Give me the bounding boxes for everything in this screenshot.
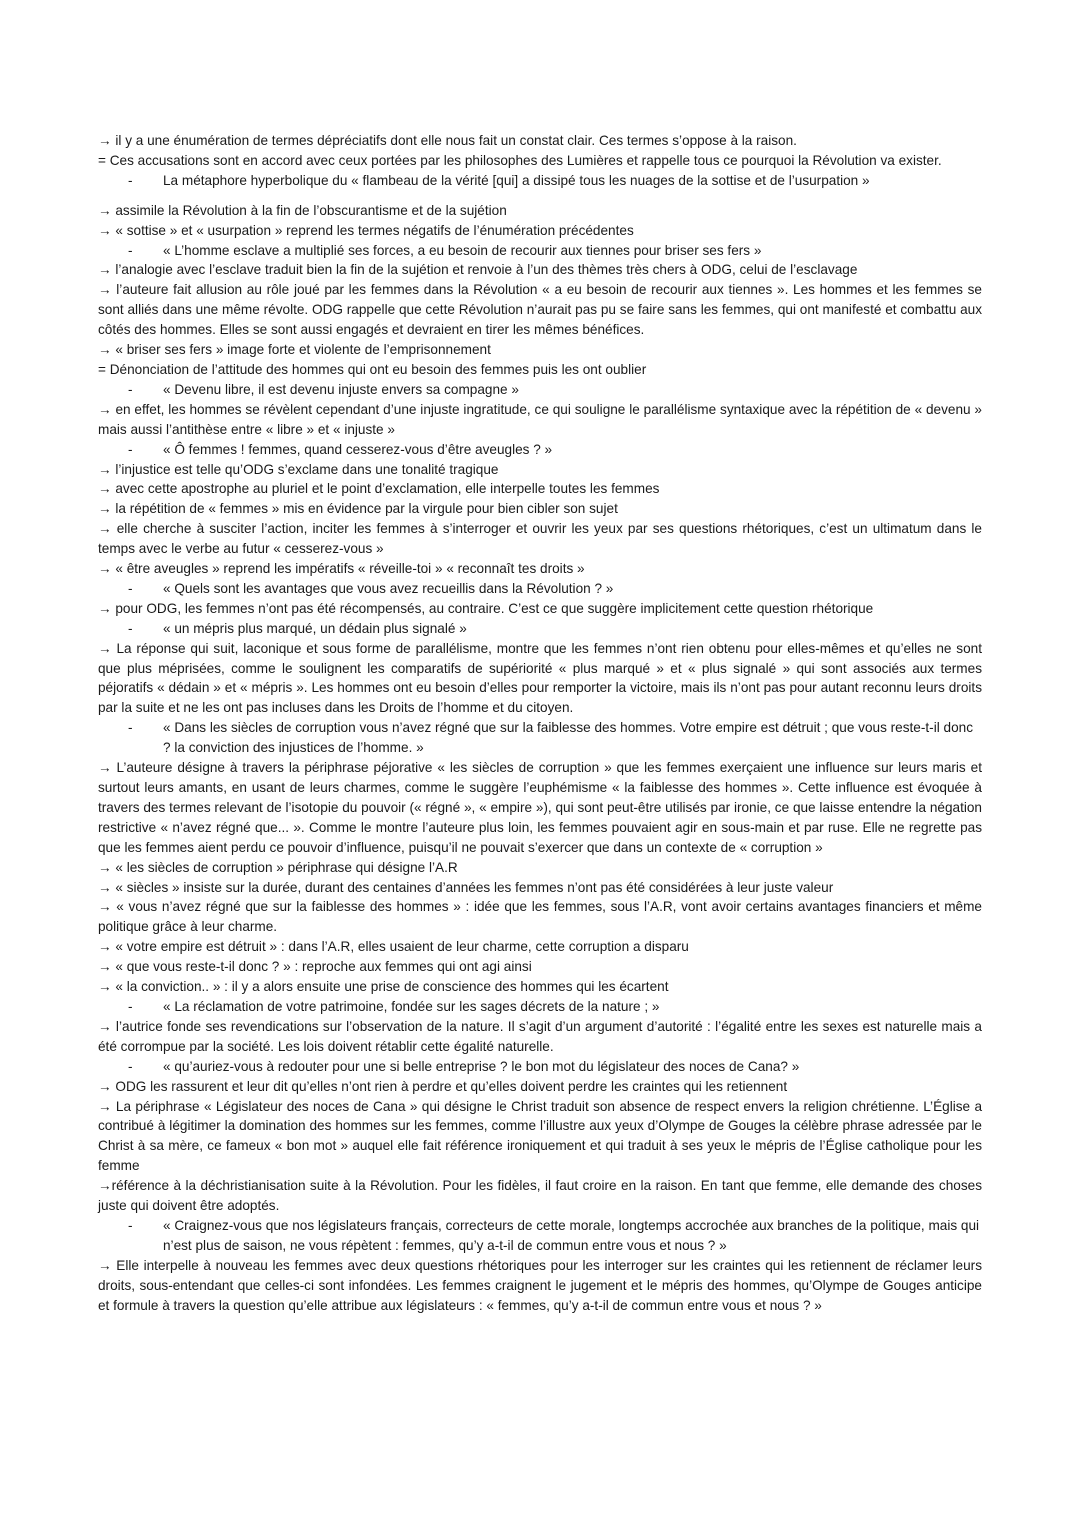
quote-text: « Ô femmes ! femmes, quand cesserez-vous d’être aveugles ? » [163,441,553,457]
analysis-paragraph: → elle cherche à susciter l’action, inciter les femmes à s’interroger et ouvrir les yeux par ses questions rhétoriques, c’est un ultimatum dans le temps avec le verbe au futur « cesserez-vous » [98,521,982,557]
analysis-paragraph: → « que vous reste-t-il donc ? » : reproche aux femmes qui ont agi ainsi [98,959,532,975]
analysis-paragraph: → « sottise » et « usurpation » reprend les termes négatifs de l’énumération précédentes [98,222,634,238]
quote-bullet [98,1216,982,1256]
analysis-paragraph: → « vous n’avez régné que sur la faiblesse des hommes » : idée que les femmes, sous l’A.R, vont avoir certains avantages financiers et même politique grâce à leur charme. [98,899,982,935]
quote-bullet [98,997,982,1017]
analysis-paragraph: → assimile la Révolution à la fin de l’obscurantisme et de la sujétion [98,202,507,218]
bullet-dash-icon: - [128,242,133,258]
bullet-dash-icon: - [128,381,133,397]
quote-bullet [98,380,982,400]
quote-bullet [98,619,982,639]
quote-bullet [98,440,982,460]
quote-text: La métaphore hyperbolique du « flambeau de la vérité [qui] a dissipé tous les nuages de la sottise et de l’usurpation » [163,172,870,188]
analysis-paragraph: → « siècles » insiste sur la durée, durant des centaines d’années les femmes n’ont pas été considérées à leur juste valeur [98,879,834,895]
analysis-paragraph: → la répétition de « femmes » mis en évidence par la virgule pour bien cibler son sujet [98,501,618,517]
analysis-paragraph: = Dénonciation de l’attitude des hommes qui ont eu besoin des femmes puis les ont oublier [98,361,647,377]
analysis-paragraph: → « être aveugles » reprend les impératifs « réveille-toi » « reconnaît tes droits » [98,561,585,577]
bullet-dash-icon: - [128,580,133,596]
analysis-paragraph: → La réponse qui suit, laconique et sous forme de parallélisme, montre que les femmes n’ont rien obtenu pour elles-mêmes et qu’elles ne sont que plus méprisées, comme le soulignent les comparatifs de supériorité « plus marqué » et « plus signalé » qui sont associés aux termes péjoratifs « dédain » et « mépris ». Les hommes ont eu besoin d’elles pour remporter la victoire, mais ils n’ont pas pour autant reconnu leurs droits par la suite et ne les ont pas incluses dans les Droits de l’homme et du citoyen. [98,640,982,716]
analysis-paragraph: → l’auteure fait allusion au rôle joué par les femmes dans la Révolution « a eu besoin de recourir aux tiennes ». Les hommes et les femmes se sont alliés dans une même révolte. ODG rappelle que cette Révolution n’aurait pas pu se faire sans les femmes, qui ont manifesté et combattu aux côtés des hommes. Elles se sont aussi engagés et devraient en tirer les mêmes bénéfices. [98,282,982,338]
quote-text: « L’homme esclave a multiplié ses forces, a eu besoin de recourir aux tiennes pour briser ses fers » [163,242,762,258]
bullet-dash-icon: - [128,620,133,636]
analysis-paragraph: → « briser ses fers » image forte et violente de l’emprisonnement [98,342,491,358]
bullet-dash-icon: - [128,720,133,736]
analysis-paragraph: = Ces accusations sont en accord avec ceux portées par les philosophes des Lumières et rappelle tous ce pourquoi la Révolution va exister. [98,152,942,168]
document-body [98,131,982,1315]
quote-bullet [98,1057,982,1077]
bullet-dash-icon: - [128,998,133,1014]
analysis-paragraph: → « la conviction.. » : il y a alors ensuite une prise de conscience des hommes qui les écartent [98,979,669,995]
quote-bullet [98,171,982,191]
quote-bullet [98,579,982,599]
analysis-paragraph: → L’auteure désigne à travers la périphrase péjorative « les siècles de corruption » que les femmes exerçaient une influence sur leurs maris et surtout leurs amants, en usant de leurs charmes, comme le suggère l’euphémisme « la faiblesse des hommes ». Cette influence est évoquée à travers des termes relevant de l’isotopie du pouvoir (« régné », « empire »), qui sont peut-être utilisés par ironie, ce que laisse entendre la négation restrictive « n’avez régné que... ». Comme le montre l’auteure plus loin, les femmes pouvaient agir en sous-main et par ruse. Elle ne regrette pas que les femmes aient perdu ce pouvoir d’influence, puisqu’il ne pouvait s’exercer que dans un contexte de « corruption » [98,760,982,855]
quote-text: « qu’auriez-vous à redouter pour une si belle entreprise ? le bon mot du législateur des noces de Cana? » [163,1058,800,1074]
quote-text: « Quels sont les avantages que vous avez recueillis dans la Révolution ? » [163,580,614,596]
bullet-dash-icon: - [128,172,133,188]
quote-text: « Craignez-vous que nos législateurs français, correcteurs de cette morale, longtemps accrochée aux branches de la politique, mais qui n’est plus de saison, ne vous répètent : femmes, qu’y a-t-il de commun entre vous et nous ? » [163,1217,980,1253]
quote-text: « Dans les siècles de corruption vous n’avez régné que sur la faiblesse des hommes. Votre empire est détruit ; que vous reste-t-il donc ? la conviction des injustices de l’homme. » [163,720,973,756]
analysis-paragraph: → l’injustice est telle qu’ODG s’exclame dans une tonalité tragique [98,461,499,477]
analysis-paragraph: → pour ODG, les femmes n’ont pas été récompensés, au contraire. C’est ce que suggère implicitement cette question rhétorique [98,600,874,616]
analysis-paragraph: → l’autrice fonde ses revendications sur l’observation de la nature. Il s’agit d’un argument d’autorité : l’égalité entre les sexes est naturelle mais a été corrompue par la société. Les lois doivent rétablir cette égalité naturelle. [98,1018,982,1054]
analysis-paragraph: → Elle interpelle à nouveau les femmes avec deux questions rhétoriques pour les interroger sur les craintes qui les retiennent de réclamer leurs droits, sous-entendant que celles-ci sont infondées. Les femmes craignent le jugement et le mépris des hommes, qu’Olympe de Gouges anticipe et formule à travers la question qu’elle attribue aux législateurs : « femmes, qu’y a-t-il de commun entre vous et nous ? » [98,1257,982,1313]
analysis-paragraph: →référence à la déchristianisation suite à la Révolution. Pour les fidèles, il faut croire en la raison. En tant que femme, elle demande des choses juste qui doivent être adoptés. [98,1178,982,1214]
analysis-paragraph: → en effet, les hommes se révèlent cependant d’une injuste ingratitude, ce qui souligne le parallélisme syntaxique avec la répétition de « devenu » mais aussi l’antithèse entre « libre » et « injuste » [98,401,982,437]
analysis-paragraph: → il y a une énumération de termes dépréciatifs dont elle nous fait un constat clair. Ces termes s’oppose à la raison. [98,133,797,148]
quote-text: « La réclamation de votre patrimoine, fondée sur les sages décrets de la nature ; » [163,998,660,1014]
bullet-dash-icon: - [128,1217,133,1233]
quote-text: « un mépris plus marqué, un dédain plus signalé » [163,620,467,636]
analysis-paragraph: → ODG les rassurent et leur dit qu’elles n’ont rien à perdre et qu’elles doivent perdre les craintes qui les retiennent [98,1078,788,1094]
quote-bullet [98,241,982,261]
analysis-paragraph: → l’analogie avec l’esclave traduit bien la fin de la sujétion et renvoie à l’un des thèmes très chers à ODG, celui de l’esclavage [98,262,858,278]
quote-text: « Devenu libre, il est devenu injuste envers sa compagne » [163,381,519,397]
analysis-paragraph: → avec cette apostrophe au pluriel et le point d’exclamation, elle interpelle toutes les femmes [98,481,660,497]
analysis-paragraph: → « votre empire est détruit » : dans l’A.R, elles usaient de leur charme, cette corruption a disparu [98,939,689,955]
analysis-paragraph: → « les siècles de corruption » périphrase qui désigne l’A.R [98,859,458,875]
analysis-paragraph: → La périphrase « Législateur des noces de Cana » qui désigne le Christ traduit son absence de respect envers la religion chrétienne. L’Église a contribué à légitimer la domination des hommes sur les femmes, comme l’illustre aux yeux d’Olympe de Gouges la célèbre phrase adressée par le Christ à sa mère, ce fameux « bon mot » auquel elle fait référence ironiquement et qui traduit à ses yeux le mépris de l’Église catholique pour les femme [98,1098,982,1174]
bullet-dash-icon: - [128,1058,133,1074]
quote-bullet [98,718,982,758]
bullet-dash-icon: - [128,441,133,457]
